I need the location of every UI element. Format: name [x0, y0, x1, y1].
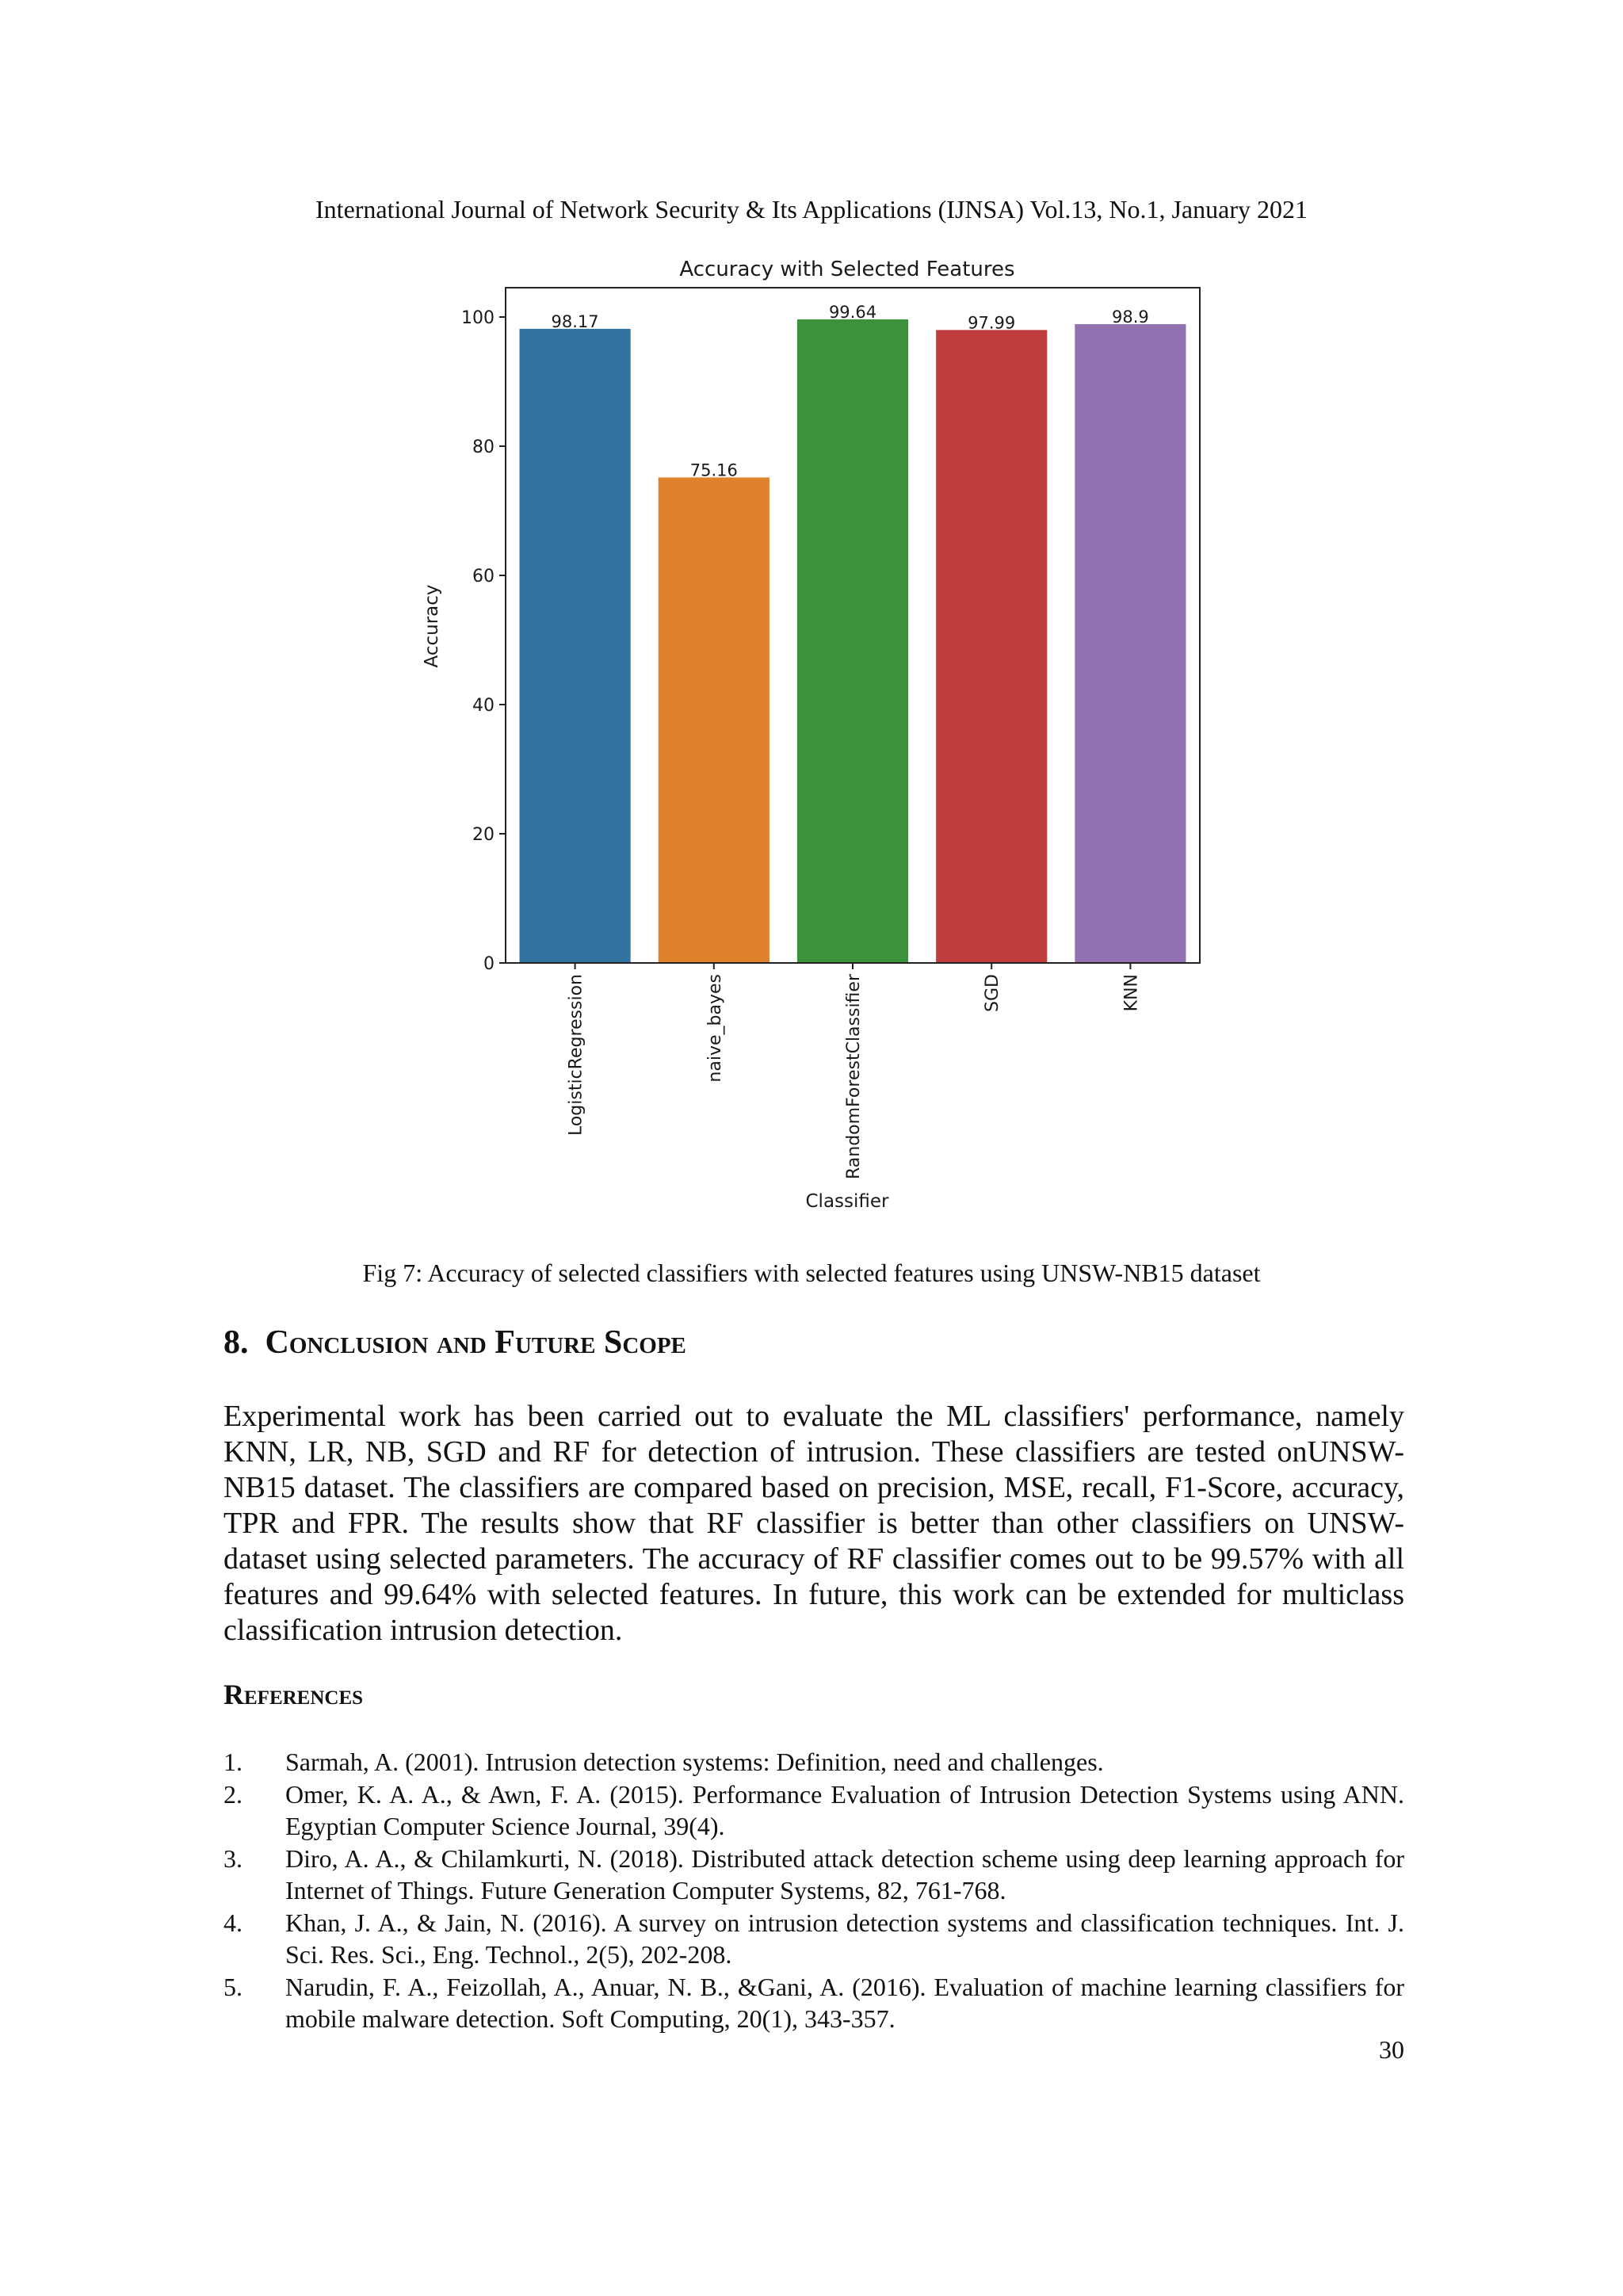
reference-number: 4. [223, 1908, 242, 1937]
figure-caption: Fig 7: Accuracy of selected classifiers with selected features using UNSW-NB15 dataset [362, 1259, 1261, 1287]
reference-item [223, 1778, 1404, 1842]
reference-text: Omer, K. A. A., & Awn, F. A. (2015). Performance Evaluation of Intrusion Detection Systems using ANN. Egyptian Computer Science Journal, 39(4). [285, 1780, 1404, 1840]
reference-text: Diro, A. A., & Chilamkurti, N. (2018). Distributed attack detection scheme using deep learning approach for Internet of Things. Future Generation Computer Systems, 82, 761-768. [285, 1844, 1404, 1904]
bar-value-label: 98.9 [1112, 307, 1149, 327]
reference-number: 3. [223, 1844, 242, 1873]
x-axis [567, 963, 1142, 1179]
x-axis-label: Classifier [805, 1191, 889, 1212]
y-tick-label: 60 [472, 567, 495, 586]
references-list [223, 1746, 1404, 2035]
section-heading [223, 1324, 1404, 1362]
section-title: Conclusion and Future Scope [265, 1324, 686, 1361]
running-header: International Journal of Network Security & Its Applications (IJNSA) Vol.13, No.1, January 2021 [315, 195, 1308, 223]
reference-text: Sarmah, A. (2001). Intrusion detection systems: Definition, need and challenges. [285, 1748, 1104, 1776]
reference-item [223, 1971, 1404, 2034]
reference-number: 5. [223, 1973, 242, 2001]
reference-text: Narudin, F. A., Feizollah, A., Anuar, N. B., &Gani, A. (2016). Evaluation of machine learning classifiers for mobile malware detection. Soft Computing, 20(1), 343-357. [285, 1973, 1404, 2033]
bar-knn [1075, 324, 1186, 963]
reference-item [223, 1907, 1404, 1970]
y-tick-label: 40 [472, 696, 495, 716]
x-tick-label: naive_bayes [705, 974, 725, 1083]
conclusion-paragraph: Experimental work has been carried out to evaluate the ML classifiers' performance, namely KNN, LR, NB, SGD and RF for detection of intrusion. These classifiers are tested onUNSW-NB15 dataset. The classifiers are compared based on precision, MSE, recall, F1-Score, accuracy, TPR and FPR. The results show that RF classifier is better than other classifiers on UNSW-dataset using selected parameters. The accuracy of RF classifier comes out to be 99.57% with all features and 99.64% with selected features. In future, this work can be extended for multiclass classification intrusion detection. [223, 1400, 1404, 1647]
section-number: 8. [223, 1324, 249, 1361]
bar-naive_bayes [659, 477, 769, 963]
y-axis-label: Accuracy [422, 584, 442, 668]
y-tick-label: 100 [461, 308, 495, 328]
bar-logisticregression [520, 329, 631, 963]
bar-sgd [936, 330, 1047, 963]
accuracy-bar-chart [412, 252, 1205, 1223]
bar-value-label: 97.99 [968, 313, 1016, 333]
y-axis [461, 308, 506, 974]
x-tick-label: KNN [1121, 974, 1142, 1012]
reference-item [223, 1843, 1404, 1906]
reference-number: 2. [223, 1780, 242, 1809]
x-tick-label: SGD [983, 974, 1003, 1012]
bar-value-label: 98.17 [551, 311, 599, 331]
y-tick-label: 80 [472, 437, 495, 457]
x-tick-label: LogisticRegression [566, 974, 586, 1137]
page-number: 30 [1379, 2035, 1404, 2064]
chart-title: Accuracy with Selected Features [679, 258, 1015, 281]
bar-value-label: 99.64 [828, 302, 877, 322]
reference-item [223, 1746, 1404, 1778]
bars-layer [520, 319, 1186, 963]
bar-value-label: 75.16 [689, 460, 738, 480]
reference-text: Khan, J. A., & Jain, N. (2016). A survey on intrusion detection systems and classification techniques. Int. J. Sci. Res. Sci., Eng. Technol., 2(5), 202-208. [285, 1908, 1404, 1969]
y-tick-label: 0 [483, 954, 495, 974]
bar-randomforestclassifier [797, 319, 908, 963]
y-tick-label: 20 [472, 825, 495, 845]
x-tick-label: RandomForestClassifier [844, 974, 864, 1180]
references-heading: References [223, 1679, 364, 1710]
reference-number: 1. [223, 1748, 242, 1776]
